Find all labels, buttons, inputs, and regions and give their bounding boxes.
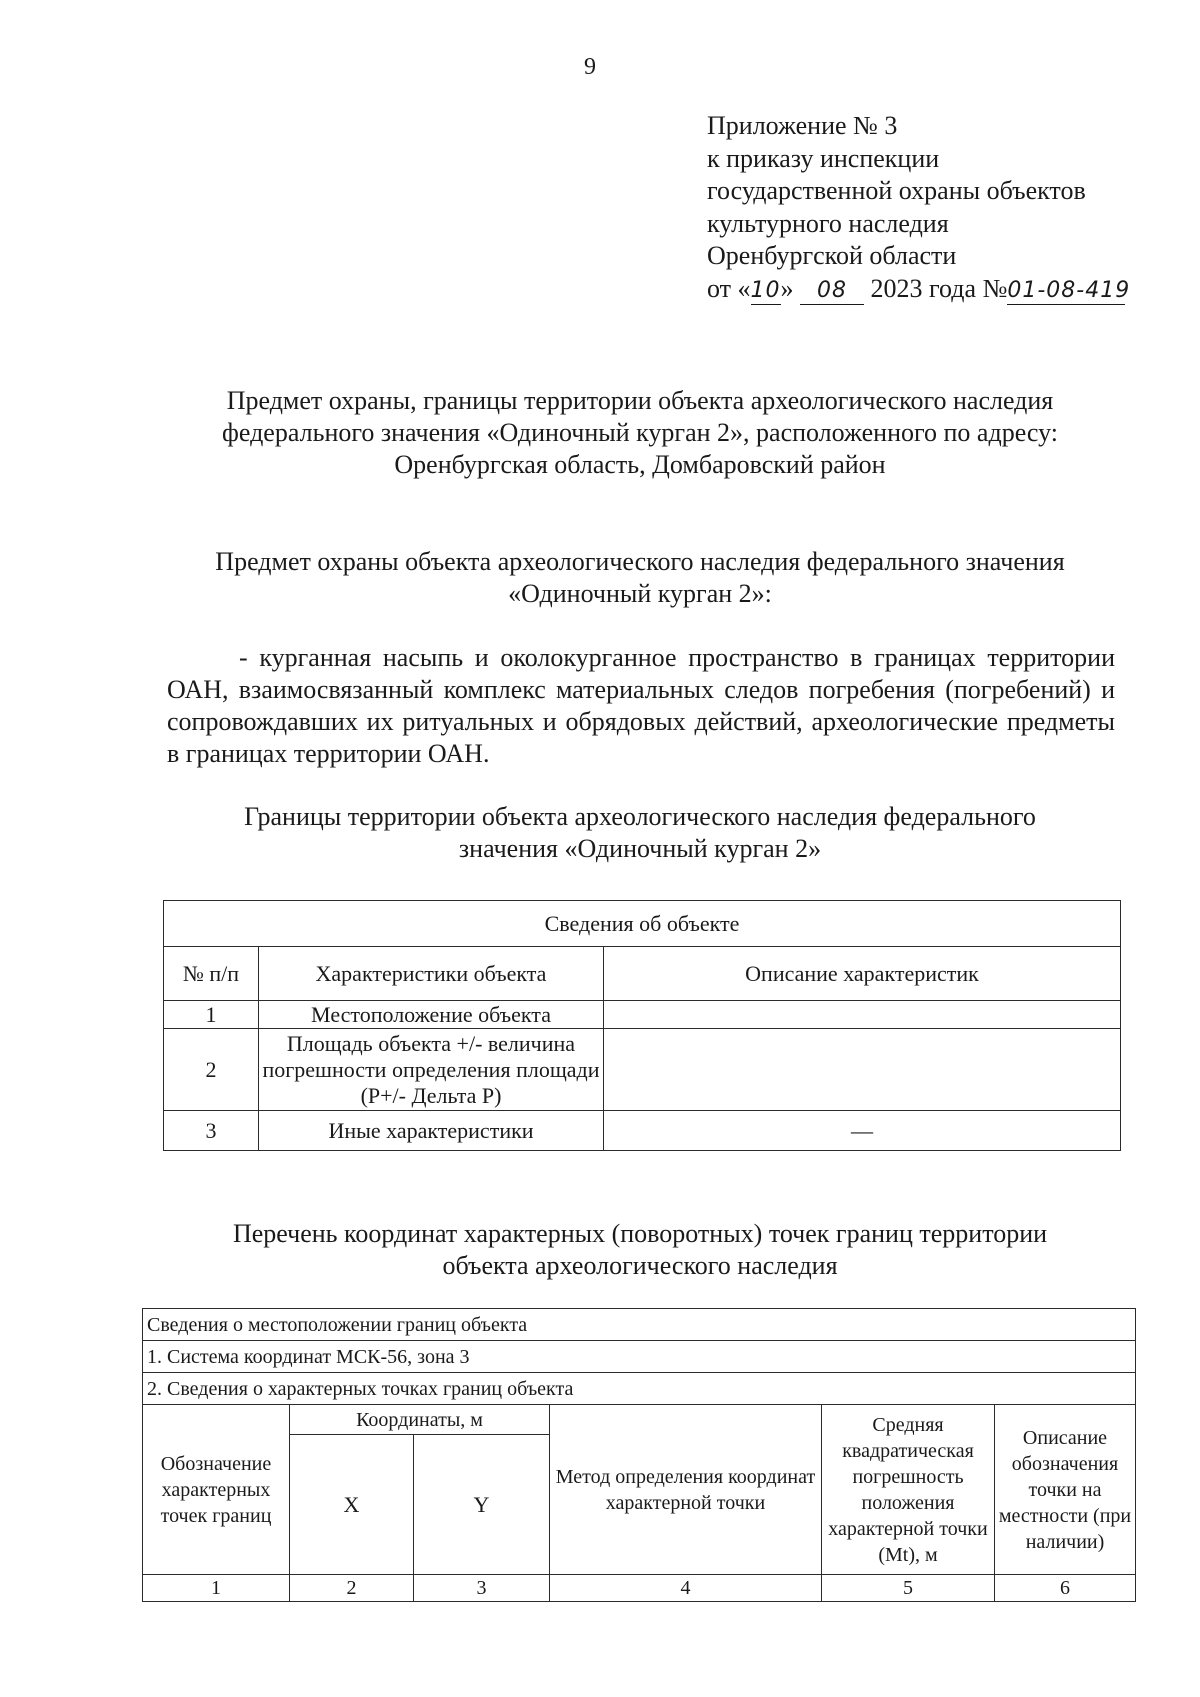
- header-mean-error: Средняя квадратическая погрешность положения характерной точки (Mt), м: [822, 1405, 995, 1575]
- coords-title-line: Перечень координат характерных (поворотных) точек границ территории: [232, 1219, 1048, 1248]
- column-number: 1: [143, 1575, 290, 1602]
- row-characteristic: Иные характеристики: [259, 1111, 604, 1151]
- appendix-date-line: [707, 273, 1177, 306]
- coords-row-system: 1. Система координат МСК-56, зона 3: [143, 1341, 1136, 1373]
- row-description: [604, 1029, 1121, 1111]
- date-quote-close: »: [780, 273, 794, 303]
- row-num: 2: [164, 1029, 259, 1111]
- appendix-line: Оренбургской области: [707, 241, 957, 270]
- main-title-line: Оренбургская область, Домбаровский район: [394, 450, 886, 479]
- column-number: 3: [414, 1575, 550, 1602]
- object-table-header-num: № п/п: [164, 947, 259, 1001]
- header-x: X: [290, 1435, 414, 1575]
- coords-title: [160, 1218, 1120, 1282]
- coords-row-location: Сведения о местоположении границ объекта: [143, 1309, 1136, 1341]
- main-title: [160, 385, 1120, 481]
- appendix-line: Приложение № 3: [707, 111, 898, 140]
- table-row: [164, 1029, 1121, 1111]
- column-number: 2: [290, 1575, 414, 1602]
- borders-title-line: Границы территории объекта археологического наследия федерального: [244, 802, 1036, 831]
- row-characteristic: Местоположение объекта: [259, 1001, 604, 1029]
- object-table-caption: Сведения об объекте: [164, 901, 1121, 947]
- handwritten-order-number: 01-08-419: [1007, 277, 1131, 303]
- object-info-table: [163, 900, 1121, 1151]
- subject-description: [167, 642, 1115, 770]
- subject-title-line: «Одиночный курган 2»:: [508, 579, 772, 608]
- date-prefix: от «: [707, 273, 751, 303]
- appendix-header: [707, 110, 1177, 305]
- header-y: Y: [414, 1435, 550, 1575]
- column-number: 4: [550, 1575, 822, 1602]
- coords-title-line: объекта археологического наследия: [442, 1251, 838, 1280]
- table-row: [164, 1111, 1121, 1151]
- appendix-line: к приказу инспекции: [707, 143, 940, 173]
- header-coordinates: Координаты, м: [290, 1405, 550, 1435]
- row-description: [604, 1001, 1121, 1029]
- date-year: 2023 года №: [870, 273, 1008, 303]
- coords-row-points: 2. Сведения о характерных точках границ объекта: [143, 1373, 1136, 1405]
- appendix-line: культурного наследия: [707, 208, 949, 238]
- header-method: Метод определения координат характерной точки: [550, 1405, 822, 1575]
- main-title-line: Предмет охраны, границы территории объекта археологического наследия: [226, 386, 1054, 415]
- subject-title-line: Предмет охраны объекта археологического наследия федерального значения: [215, 547, 1065, 576]
- object-table-header-description: Описание характеристик: [604, 947, 1121, 1001]
- column-number: 5: [822, 1575, 995, 1602]
- appendix-line: государственной охраны объектов: [707, 176, 1086, 205]
- object-table-header-characteristic: Характеристики объекта: [259, 947, 604, 1001]
- header-point-designation: Обозначение характерных точек границ: [143, 1405, 290, 1575]
- page-number: 9: [584, 54, 596, 80]
- borders-title: [160, 801, 1120, 865]
- row-description: —: [604, 1111, 1121, 1151]
- subject-title: [160, 546, 1120, 610]
- handwritten-month: 08: [800, 278, 864, 305]
- row-num: 3: [164, 1111, 259, 1151]
- table-row: [164, 1001, 1121, 1029]
- header-point-description: Описание обозначения точки на местности (при наличии): [995, 1405, 1136, 1575]
- subject-text: - курганная насыпь и околокурганное пространство в границах территории ОАН, взаимосвязанный комплекс материальных следов погребения (погребений) и сопровождавших их ритуальных и обрядовых действий, археологические предметы в границах территории ОАН.: [167, 643, 1115, 768]
- row-num: 1: [164, 1001, 259, 1029]
- main-title-line: федерального значения «Одиночный курган 2», расположенного по адресу:: [222, 418, 1058, 447]
- table-row: [143, 1575, 1136, 1602]
- handwritten-day: 10: [750, 277, 781, 303]
- borders-title-line: значения «Одиночный курган 2»: [458, 834, 822, 863]
- column-number: 6: [995, 1575, 1136, 1602]
- coordinates-table: [142, 1308, 1136, 1602]
- row-characteristic: Площадь объекта +/- величина погрешности определения площади (Р+/- Дельта Р): [259, 1029, 604, 1111]
